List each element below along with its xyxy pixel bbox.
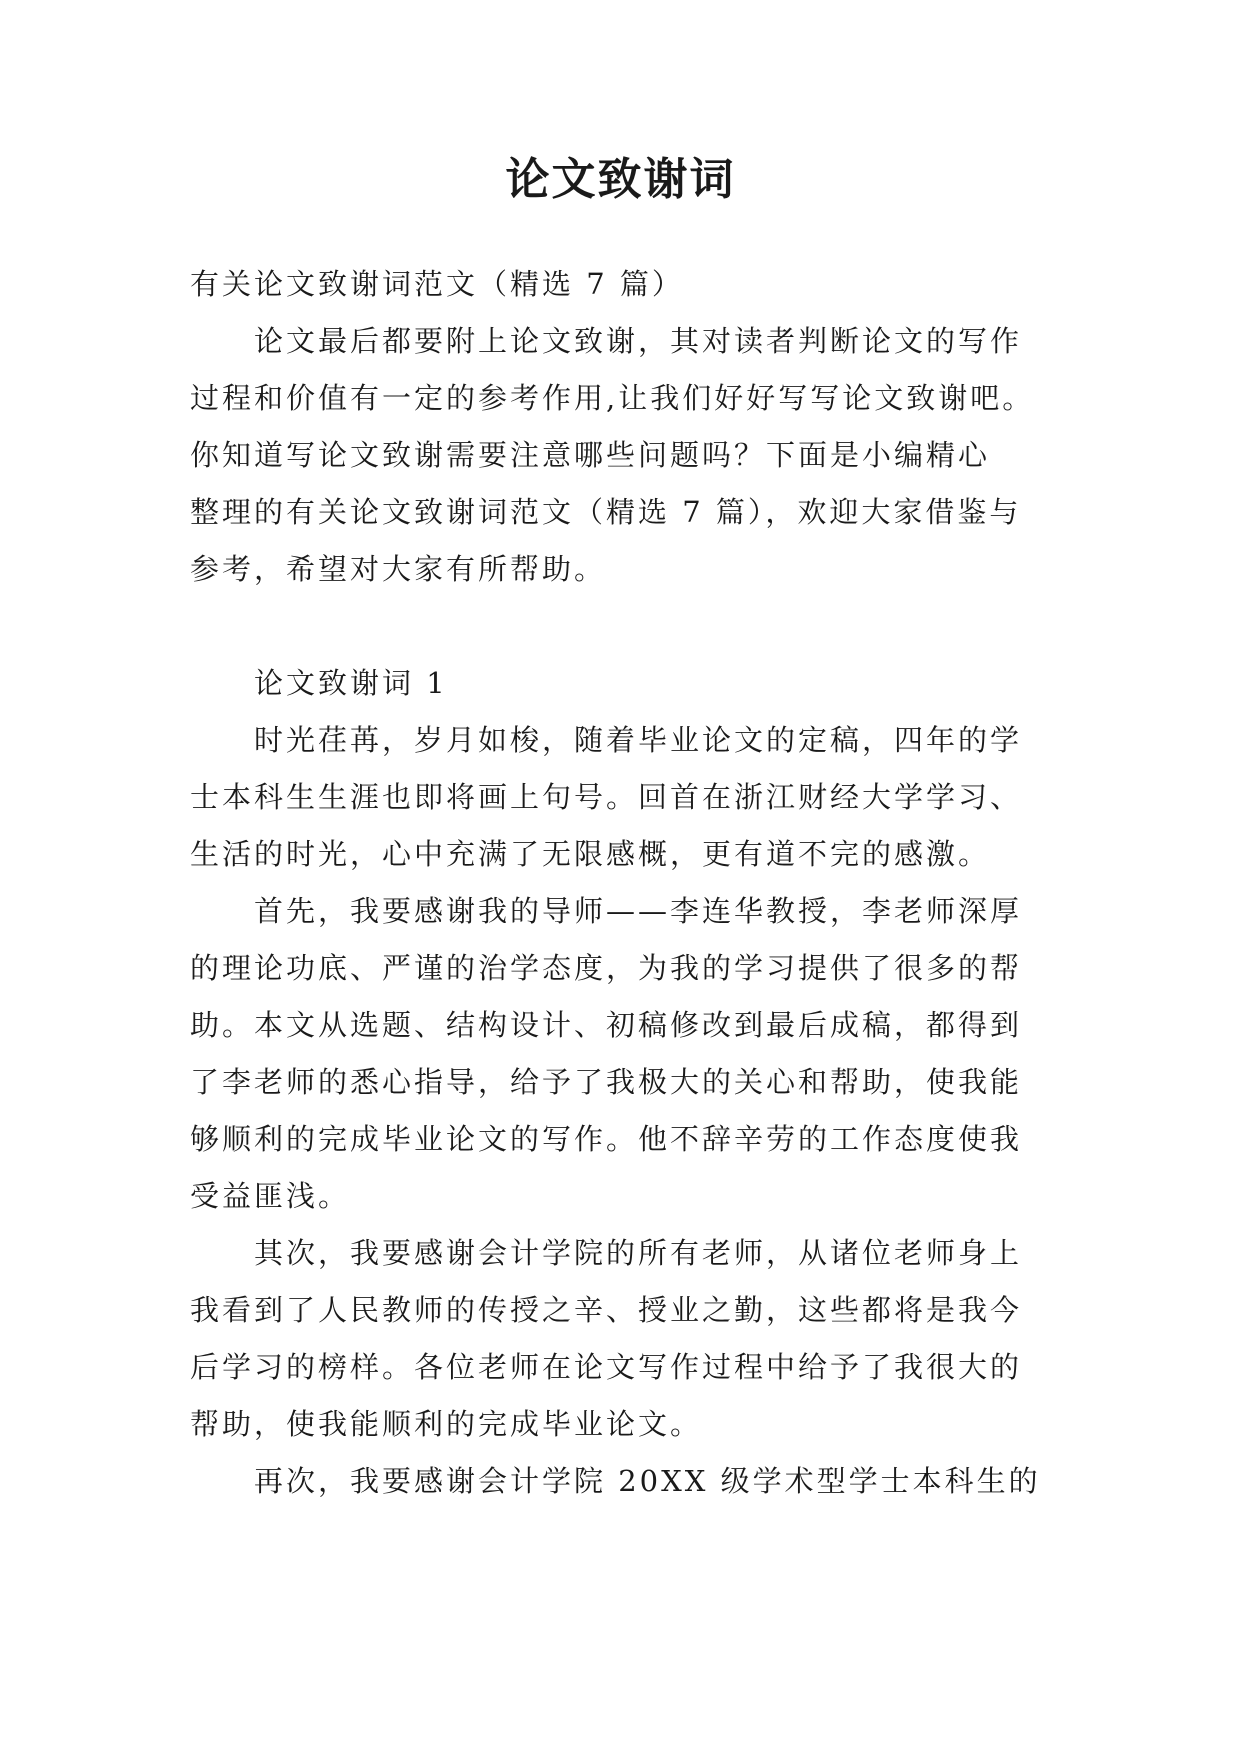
body-line: 我看到了人民教师的传授之辛、授业之勤，这些都将是我今	[190, 1293, 1023, 1327]
body-line: 首先，我要感谢我的导师——李连华教授，李老师深厚	[190, 894, 1023, 928]
body-line: 受益匪浅。	[190, 1179, 351, 1213]
body-line: 时光荏苒，岁月如梭，随着毕业论文的定稿，四年的学	[190, 723, 1023, 757]
section-heading: 论文致谢词 1	[190, 666, 448, 700]
subtitle-line: 有关论文致谢词范文（精选 7 篇）	[190, 267, 684, 301]
body-line: 生活的时光，心中充满了无限感概，更有道不完的感激。	[190, 837, 991, 871]
paragraph-gap	[190, 598, 1060, 655]
document-body	[190, 256, 1060, 1510]
body-line: 够顺利的完成毕业论文的写作。他不辞辛劳的工作态度使我	[190, 1122, 1023, 1156]
body-line: 过程和价值有一定的参考作用,让我们好好写写论文致谢吧。	[190, 381, 1035, 415]
body-line: 论文最后都要附上论文致谢，其对读者判断论文的写作	[190, 324, 1023, 358]
body-line: 再次，我要感谢会计学院 20XX 级学术型学士本科生的	[190, 1464, 1041, 1498]
body-line: 整理的有关论文致谢词范文（精选 7 篇），欢迎大家借鉴与	[190, 495, 1022, 529]
document-title: 论文致谢词	[505, 154, 736, 205]
body-line: 其次，我要感谢会计学院的所有老师，从诸位老师身上	[190, 1236, 1023, 1270]
body-line: 的理论功底、严谨的治学态度，为我的学习提供了很多的帮	[190, 951, 1023, 985]
body-line: 后学习的榜样。各位老师在论文写作过程中给予了我很大的	[190, 1350, 1023, 1384]
body-line: 了李老师的悉心指导，给予了我极大的关心和帮助，使我能	[190, 1065, 1023, 1099]
body-line: 参考，希望对大家有所帮助。	[190, 552, 607, 586]
body-line: 你知道写论文致谢需要注意哪些问题吗？下面是小编精心	[190, 438, 991, 472]
body-line: 助。本文从选题、结构设计、初稿修改到最后成稿，都得到	[190, 1008, 1023, 1042]
body-line: 帮助，使我能顺利的完成毕业论文。	[190, 1407, 703, 1441]
body-line: 士本科生生涯也即将画上句号。回首在浙江财经大学学习、	[190, 780, 1023, 814]
